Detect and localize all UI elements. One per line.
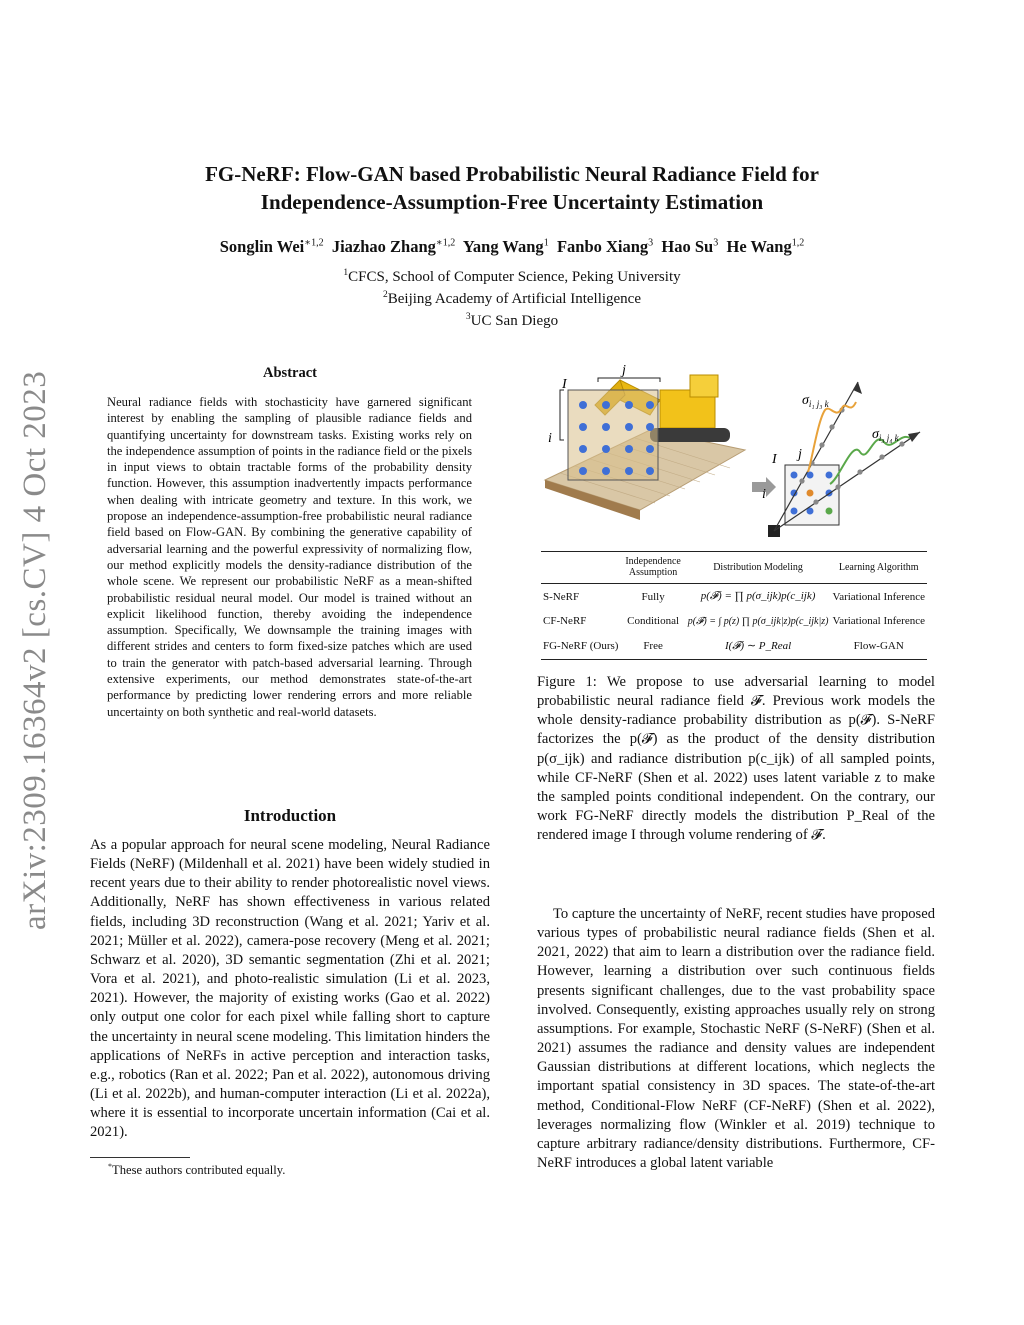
abstract-text: Neural radiance fields with stochasticity have garnered significant interest by enabling the sampling of plausible radiance fields and quantifying uncertainty for downstream tasks. Existing works rely on the independence assumption of points in the radiance field or the pixels in input views to obtain tractable forms of the probability density function. However, this assumption inadvertently impacts performance when dealing with intricate geometry and texture. In this work, we propose an independence-assumption-free probabilistic neural radiance field based on Flow-GAN. By combining the generative capability of adversarial learning and the powerful expressivity of normalizing flow, our method explicitly models the density-radiance distribution of the whole scene. We represent our probabilistic NeRF as a mean-shifted probabilistic residual neural model. Our model is trained without an explicit likelihood function, thereby avoiding the independence assumption. Specifically, We downsample the training images with different strides and centers to form fixed-size patches which are used to train the generator with patch-based adversarial learning. Through extensive experiments, our method demonstrates state-of-the-art performance by predicting lower rendering errors and more reliable uncertainty on both synthetic and real-world datasets. — [107, 395, 472, 719]
author: Songlin Wei$^{∗1,2}$ — [219, 236, 324, 256]
author: He Wang$^{1,2}$ — [726, 236, 805, 256]
table-header: Independence Assumption — [620, 552, 685, 584]
figure-1-caption: Figure 1: We propose to use adversarial learning to model probabilistic neural radiance field 𝓕. Previous work models the whole density-radiance probability distribution as p(𝓕). S-NeRF factorizes the p(𝓕) as the product of the density distribution p(σ_ijk) and radiance distribution p(c_ijk) of all sampled points, while CF-NeRF (Shen et al. 2022) uses latent variable z to make the sampled points conditional independent. On the contrary, our work FG-NeRF directly models the distribution P_Real of the rendered image I through volume rendering of 𝓕. — [537, 674, 935, 844]
label-I-left: I — [562, 377, 567, 392]
table-cell-method: CF-NeRF — [543, 615, 587, 627]
table-cell-assumption: Conditional — [627, 615, 680, 627]
right-sample-grid — [768, 465, 839, 537]
label-j-left: j — [622, 363, 626, 378]
sigma-label-2: $\sigma_{i_3 j_4 k}$ — [872, 427, 899, 443]
label-I-right: I — [772, 452, 777, 467]
author: Yang Wang$^1$ — [462, 236, 549, 256]
table-cell-model: I(𝓕) ∼ P_Real — [686, 633, 831, 660]
introduction-text: As a popular approach for neural scene modeling, Neural Radiance Fields (NeRF) (Mildenhall et al. 2021) have been widely studied in recent years due to their ability to render photorealistic novel views. Additionally, NeRF has shown effectiveness in various related fields, including 3D reconstruction (Wang et al. 2021; Yariv et al. 2021; Müller et al. 2022), camera-pose recovery (Meng et al. 2021; Schwarz et al. 2020), 3D semantic segmentation (Zhi et al. 2021; Vora et al. 2021), and photo-realistic simulation (Li et al. 2023, 2021). However, the majority of existing works (Gao et al. 2022) only output one color for each pixel while falling short to capture the uncertainty in neural scene modeling. This limitation hinders the applications of NeRFs in active perception and interaction tasks, e.g., robotics (Ran et al. 2022; Pan et al. 2022), autonomous driving (Li et al. 2022b), and human-computer interaction (Li et al. 2022a), where it is essential to incorporate uncertain information (Cai et al. 2021). — [90, 837, 490, 1141]
label-j-right: j — [798, 447, 802, 462]
affiliations — [0, 264, 1024, 330]
label-i-right: i — [762, 487, 766, 502]
ray-1-arrowhead — [853, 382, 862, 394]
table-row — [541, 633, 927, 660]
j-bracket — [598, 378, 660, 382]
green-distribution-curve — [830, 437, 910, 484]
author-list — [0, 232, 1024, 258]
author: Hao Su$^3$ — [661, 236, 719, 256]
footnote: *These authors contributed equally. — [108, 1162, 286, 1178]
sigma-label-1: $\sigma_{i_1 j_3 k}$ — [802, 393, 829, 409]
figure-1-svg — [540, 360, 935, 550]
footnote-divider — [90, 1157, 190, 1158]
table-cell-model: p(𝓕) = ∫ p(z) ∏ p(σ_ijk|z)p(c_ijk|z) — [687, 615, 829, 627]
table-header — [541, 552, 620, 584]
label-i-left: i — [548, 431, 552, 446]
table-header: Learning Algorithm — [830, 552, 927, 584]
ray-2-arrowhead — [908, 432, 920, 442]
comparison-table — [541, 551, 927, 660]
table-header-row — [541, 552, 927, 584]
introduction-heading: Introduction — [243, 806, 337, 825]
table-cell-model: p(𝓕) = ∏ p(σ_ijk)p(c_ijk) — [700, 590, 816, 602]
arxiv-stamp: arXiv:2309.16364v2 [cs.CV] 4 Oct 2023 — [17, 370, 53, 930]
left-sample-grid — [568, 390, 658, 480]
affiliation: $^3$UC San Diego — [465, 312, 559, 329]
table-cell-algorithm: Variational Inference — [832, 615, 925, 627]
table-header: Distribution Modeling — [686, 552, 831, 584]
orange-distribution-curve — [808, 402, 856, 472]
table-cell-assumption: Fully — [641, 590, 665, 603]
table-cell-algorithm: Variational Inference — [832, 590, 925, 603]
table-row — [541, 609, 927, 633]
figure-1-illustration — [540, 360, 935, 550]
table-cell-assumption: Free — [620, 633, 685, 660]
paper-title — [0, 160, 1024, 216]
table-cell-method: S-NeRF — [543, 590, 580, 603]
i-bracket — [560, 390, 564, 440]
table-row — [541, 584, 927, 610]
right-column-text: To capture the uncertainty of NeRF, recent studies have proposed various types of probabilistic neural radiance fields (Shen et al. 2021, 2022) that aim to learn a distribution over the radiance field. However, learning a distribution over such continuous fields presents significant challenges, due to the vast probability space involved. Consequently, existing approaches usually rely on strong assumptions. For example, Stochastic NeRF (S-NeRF) (Shen et al. 2021) assumes the radiance and density values are independent Gaussian distributions at different locations, which neglects the important spatial consistency in 3D spaces. The state-of-the-art method, Conditional-Flow NeRF (CF-NeRF) (Shen et al. 2022), leverages normalizing flow (Winkler et al. 2019) technique to capture arbitrary radiance/density distributions. Furthermore, CF-NeRF introduces a global latent variable — [537, 906, 935, 1172]
abstract-heading: Abstract — [263, 365, 317, 381]
title-line-2: Independence-Assumption-Free Uncertainty Estimation — [260, 190, 764, 214]
author: Jiazhao Zhang$^{∗1,2}$ — [331, 236, 456, 256]
title-line-1: FG-NeRF: Flow-GAN based Probabilistic Neural Radiance Field for — [205, 162, 819, 186]
author: Fanbo Xiang$^3$ — [556, 236, 654, 256]
table-cell-algorithm: Flow-GAN — [830, 633, 927, 660]
table-cell-method: FG-NeRF (Ours) — [541, 633, 620, 660]
affiliation: $^1$CFCS, School of Computer Science, Peking University — [343, 268, 681, 285]
affiliation: $^2$Beijing Academy of Artificial Intelligence — [383, 290, 641, 307]
